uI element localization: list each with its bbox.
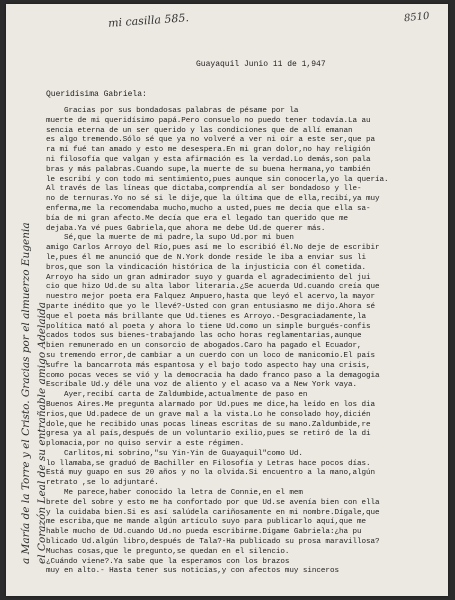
handwritten-page-number: 8510 [403, 10, 430, 25]
letter-line: cio que hizo Ud.de su alta labor literaria.¿Se acuerda Ud.cuando creía que [46, 283, 380, 292]
letter-line: lo llamaba,se graduó de Bachiller en Filosofía y Letras hace pocos días. [46, 459, 371, 468]
letter-page [6, 4, 448, 596]
letter-line: dole,que he recibido unas pocas líneas escritas de su mano.Zaldumbide,re [46, 420, 371, 429]
letter-line: ni filosofía que valgan y esta afirmación es la verdad.Lo demás,son pala [46, 155, 371, 164]
letter-line: Escríbale Ud.y déle una voz de aliento y el acaso va a New York vaya. [46, 381, 357, 390]
letter-line: y la cuidaba bien.Si es así salúdela cariñosamente en mi nombre.Dígale,que [46, 508, 380, 517]
letter-line: bía de mi gran afecto.Me decía que era el legado tan querido que me [46, 214, 348, 223]
letter-line: política mató al poeta y ahora lo tiene Ud.como un simple burgués-confis [46, 322, 371, 331]
letter-line: Está muy guapo en sus 20 años y no la olvida.Si encuentro a la mano,algún [46, 469, 376, 478]
letter-line: dejaba.Ya vé pues Gabriela,que ahora me debe Ud.de querer más. [46, 224, 326, 233]
letter-line: amigo Carlos Arroyo del Río,pues así me lo escribió él.No deje de escribir [46, 244, 380, 253]
letter-line: nuestro mejor poeta era Falquez Ampuero,hasta que leyó el acervo,la mayor [46, 293, 376, 302]
letter-line: Sé,que la muerte de mi padre,la supo Ud.por mi buen [46, 234, 294, 243]
letter-line: su tremendo error,de cambiar a un cuerdo con un loco de manicomio.El país [46, 351, 376, 360]
letter-line: que el poeta más brillante que Ud.tienes es Arroyo.-Desgraciadamente,la [46, 312, 366, 321]
letter-line: retrato ,se lo adjuntaré. [46, 479, 159, 488]
margin-line-1: a María de la Torre y el Cristo. Gracias por el almuerzo Eugenia [20, 222, 32, 564]
letter-line: enferma,me la recomendaba mucho,mucho a usted,pues me decía que ella sa- [46, 204, 371, 213]
letter-line: Carlitos,mi sobrino,"su Yin-Yin de Guayaquil"como Ud. [46, 449, 303, 458]
letter-line: Ayer,recibí carta de Zaldumbide,actualmente de paso en [46, 391, 308, 400]
letter-line: bien remunerado en un consorcio de abogados.Caro ha pagado el Ecuador, [46, 342, 362, 351]
handwritten-note: mi casilla 585. [107, 11, 190, 30]
letter-line: Arroyo ha sido un gran admirador suyo y guarda el agradecimiento del jui [46, 273, 371, 282]
letter-line: le,pues él me anunció que de N.York donde reside le iba a enviar sus li [46, 253, 366, 262]
letter-line: brete del sobre y esto me ha confortado por que Ud.se avenía bien con ella [46, 498, 380, 507]
letter-line: gresa ya al país,después de un voluntario exilio,pues se retiró de la di [46, 430, 371, 439]
letter-line: rios,que Ud.padece de un grave mal a la vista.Lo he consolado hoy,dicién [46, 410, 371, 419]
letter-line: muy en alto.- Hasta tener sus noticias,y con afectos muy sinceros [46, 567, 339, 576]
letter-line: Buenos Aires.Me pregunta alarmado por Ud.pues me dice,ha leído en los dia [46, 400, 376, 409]
letter-line: como pocas veces se vió y la democracia ha dado franco paso a la demagogia [46, 371, 380, 380]
letter-date: Guayaquil Junio 11 de 1,947 [196, 60, 326, 69]
letter-line: sufre la bancarrota más espantosa y el bajo todo aspecto hay una crisis, [46, 361, 371, 370]
letter-line: Al través de las líneas que dictaba,comprendía al ser bondadoso y lle- [46, 185, 362, 194]
letter-line: ¿Cuándo viene?.Ya sabe que la esperamos con los brazos [46, 557, 290, 566]
letter-line: sencia eterna de un ser querido y las condiciones que de allí emanan [46, 126, 353, 135]
letter-line: es algo tremendo.Sólo sé que ya no volveré a ver ni oír a este ser,que pa [46, 136, 376, 145]
letter-salutation: Queridísima Gabriela: [46, 90, 147, 99]
margin-line-2: el Corazón Leal de su entrañable amigo Adelaida [36, 302, 48, 564]
letter-line: Gracias por sus bondadosas palabras de pésame por la [46, 107, 299, 115]
letter-line: bros,que son la vindicación histórica de la injusticia con él cometida. [46, 263, 366, 272]
letter-line: bras y más palabras.Cuando supe,la muerte de su buena hermana,yo también [46, 165, 371, 174]
letter-line: hable mucho de Ud.cuando Ud.no pueda escribirme.Dígame Gabriela:¿ha pu [46, 528, 362, 537]
letter-line: parte inédito que yo le llevé?-Usted con gran entusiasmo me dijo.Ahora sé [46, 302, 376, 311]
letter-line: Me parece,haber conocido la letra de Connie,en el mem [46, 489, 303, 498]
letter-line: ra mí fué tan amado y esto me desespera.En mi gran dolor,no hay religión [46, 146, 371, 155]
letter-line: cados todos sus bienes-trabajando las ocho horas reglamentarias,aunque [46, 332, 362, 341]
letter-line: Muchas cosas,que le pregunto,se quedan en el silencio. [46, 547, 290, 556]
letter-line: me escriba,que me mande algún artículo suyo para publicarlo aquí,que me [46, 518, 366, 527]
margin-inscription [6, 4, 46, 596]
letter-line: plomacia,por no quiso servir a este régimen. [46, 440, 245, 449]
letter-line: blicado Ud.algún libro,después de Tala?-Ha publicado su prosa maravillosa? [46, 538, 380, 547]
letter-line: muerte de mi queridísimo papá.Pero consuelo no puedo tener todavía.La au [46, 116, 371, 125]
letter-line: no de ternuras.Yo no sé si le dije,que la última que de ella,recibí,ya muy [46, 195, 380, 204]
letter-line: le escribí y con todo mi sentimiento,pues aunque sin conocerla,yo la quería. [46, 175, 389, 184]
letter-body [46, 107, 444, 577]
